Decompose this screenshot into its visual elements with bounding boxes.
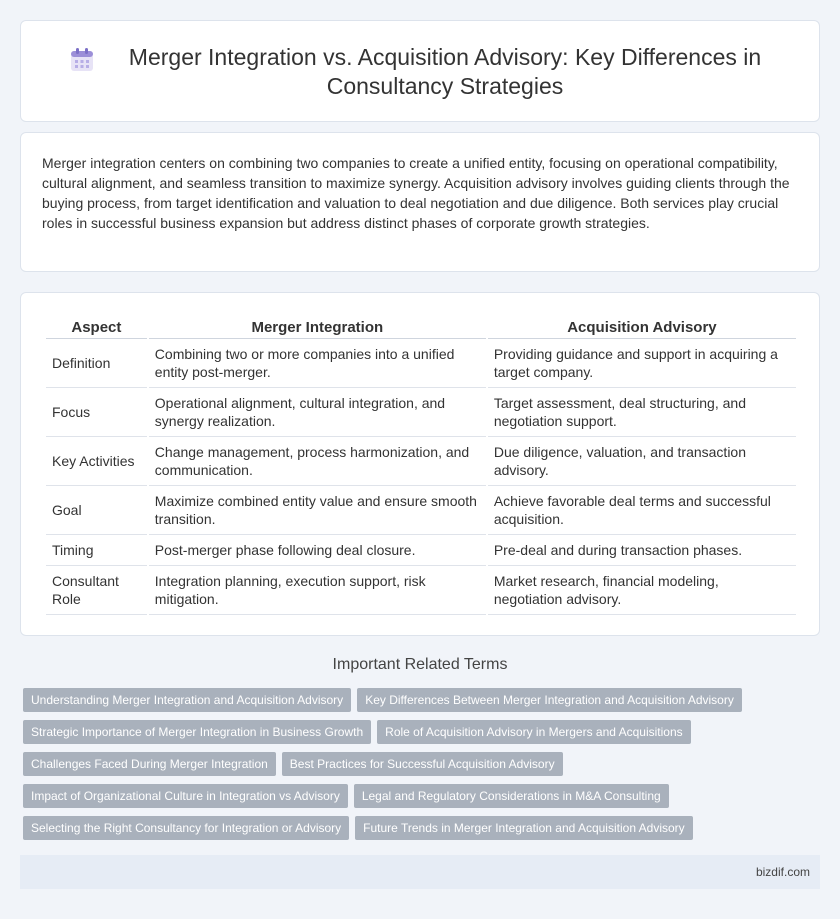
table-cell: Combining two or more companies into a unified entity post-merger. (149, 339, 486, 388)
footer-brand[interactable]: bizdif.com (755, 865, 810, 879)
related-term-tag[interactable]: Future Trends in Merger Integration and Acquisition Advisory (355, 816, 693, 840)
table-cell: Consultant Role (46, 566, 147, 615)
table-cell: Providing guidance and support in acquiring a target company. (488, 339, 796, 388)
related-term-tag[interactable]: Key Differences Between Merger Integration and Acquisition Advisory (357, 688, 742, 712)
comparison-card (20, 292, 820, 636)
table-cell: Maximize combined entity value and ensure smooth transition. (149, 486, 486, 535)
table-cell: Definition (46, 339, 147, 388)
tag-row (23, 688, 803, 712)
table-row (46, 388, 796, 437)
tag-row (23, 816, 803, 840)
related-term-tag[interactable]: Legal and Regulatory Considerations in M&A Consulting (354, 784, 669, 808)
related-terms-list (23, 688, 803, 848)
table-cell: Timing (46, 535, 147, 566)
related-term-tag[interactable]: Impact of Organizational Culture in Integration vs Advisory (23, 784, 348, 808)
table-cell: Operational alignment, cultural integration, and synergy realization. (149, 388, 486, 437)
column-header-acquisition-advisory: Acquisition Advisory (488, 313, 796, 339)
table-cell: Goal (46, 486, 147, 535)
intro-card (20, 132, 820, 272)
table-cell: Change management, process harmonization, and communication. (149, 437, 486, 486)
table-row (46, 339, 796, 388)
table-cell: Focus (46, 388, 147, 437)
table-cell: Post-merger phase following deal closure. (149, 535, 486, 566)
intro-text: Merger integration centers on combining two companies to create a unified entity, focusing on operational compatibility, cultural alignment, and seamless transition to maximize synergy. Acquisition advisory involves guiding clients through the buying process, from target identification and valuation to deal negotiation and due diligence. Both services play crucial roles in successful business expansion but address distinct phases of corporate growth strategies. (42, 155, 790, 231)
table-cell: Achieve favorable deal terms and successful acquisition. (488, 486, 796, 535)
table-cell: Target assessment, deal structuring, and negotiation support. (488, 388, 796, 437)
tag-row (23, 784, 803, 808)
table-row (46, 535, 796, 566)
page-title: Merger Integration vs. Acquisition Advisory: Key Differences in Consultancy Strategies (128, 44, 762, 99)
footer (20, 855, 820, 889)
tag-row (23, 752, 803, 776)
related-term-tag[interactable]: Selecting the Right Consultancy for Integration or Advisory (23, 816, 349, 840)
header-card (20, 20, 820, 122)
table-cell: Pre-deal and during transaction phases. (488, 535, 796, 566)
related-term-tag[interactable]: Strategic Importance of Merger Integration in Business Growth (23, 720, 371, 744)
related-term-tag[interactable]: Role of Acquisition Advisory in Mergers and Acquisitions (377, 720, 691, 744)
related-terms-heading: Important Related Terms (332, 656, 508, 673)
table-row (46, 437, 796, 486)
column-header-merger-integration: Merger Integration (149, 313, 486, 339)
tag-row (23, 720, 803, 744)
related-term-tag[interactable]: Best Practices for Successful Acquisition Advisory (282, 752, 563, 776)
table-cell: Key Activities (46, 437, 147, 486)
table-row (46, 566, 796, 615)
column-header-aspect: Aspect (46, 313, 147, 339)
table-cell: Market research, financial modeling, negotiation advisory. (488, 566, 796, 615)
table-row (46, 486, 796, 535)
table-header-row (46, 313, 796, 339)
table-cell: Due diligence, valuation, and transaction advisory. (488, 437, 796, 486)
related-term-tag[interactable]: Challenges Faced During Merger Integration (23, 752, 276, 776)
table-cell: Integration planning, execution support, risk mitigation. (149, 566, 486, 615)
comparison-table (44, 313, 798, 615)
related-term-tag[interactable]: Understanding Merger Integration and Acquisition Advisory (23, 688, 351, 712)
